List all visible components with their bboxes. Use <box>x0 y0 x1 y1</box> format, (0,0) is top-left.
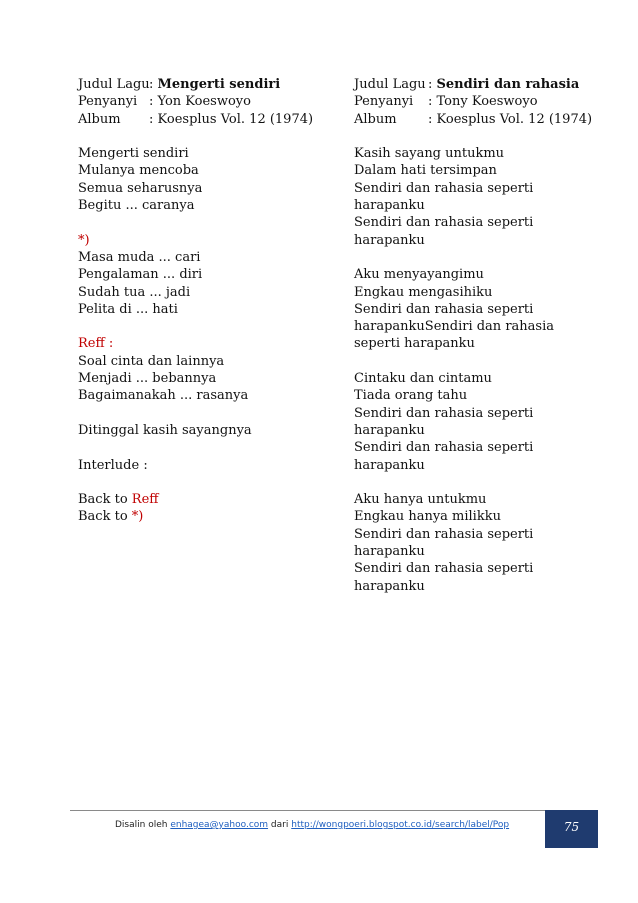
lyric-line: Pengalaman ... diri <box>78 267 203 283</box>
lyric-line: Tiada orang tahu <box>354 388 468 404</box>
lyric-line: Aku menyayangimu <box>354 267 484 283</box>
footer-credit <box>115 820 509 830</box>
lyric-line: Semua seharusnya <box>78 180 203 196</box>
lyric-line: Dalam hati tersimpan <box>354 163 497 179</box>
lyric-line: seperti harapanku <box>354 336 475 352</box>
footer-prefix: Disalin oleh <box>115 820 168 830</box>
lyric-line: Sendiri dan rahasia seperti <box>354 526 534 542</box>
lyric-line: Aku hanya untukmu <box>354 492 487 508</box>
meta-label: Judul Lagu <box>78 77 150 92</box>
song-title: Mengerti sendiri <box>157 77 281 92</box>
lyric-line: Engkau hanya milikku <box>354 509 501 525</box>
meta-label: Penyanyi <box>354 94 414 110</box>
lyric-line: Sendiri dan rahasia seperti <box>354 405 534 421</box>
lyric-line: harapanku <box>354 578 425 594</box>
lyric-line: Cintaku dan cintamu <box>354 371 492 387</box>
lyric-line: Sendiri dan rahasia seperti <box>354 180 534 196</box>
back-marker-label: *) <box>131 509 144 525</box>
footer-middle: dari <box>270 820 289 830</box>
lyric-line: Sendiri dan rahasia seperti <box>354 561 534 577</box>
lyric-line: Bagaimanakah ... rasanya <box>78 388 249 404</box>
left-song <box>78 76 333 526</box>
meta-label: Album <box>354 111 397 127</box>
lyric-line: Sendiri dan rahasia seperti <box>354 215 534 231</box>
song-title: Sendiri dan rahasia <box>436 77 580 92</box>
album-row: Album : Koesplus Vol. 12 (1974) <box>354 111 593 127</box>
right-song <box>354 76 604 595</box>
lyric-line: Kasih sayang untukmu <box>354 146 505 162</box>
meta-label: Penyanyi <box>78 94 138 110</box>
lyric-line: Mengerti sendiri <box>78 146 189 162</box>
lyric-line: Ditinggal kasih sayangnya <box>78 422 252 438</box>
meta-label: Album <box>78 111 121 127</box>
lyric-line: Begitu ... caranya <box>78 198 195 214</box>
back-to-marker <box>78 508 333 525</box>
footer-url-link[interactable]: http://wongpoeri.blogspot.co.id/search/label/Pop <box>291 820 510 830</box>
back-to-text: Back to <box>78 509 128 525</box>
page-number: 75 <box>563 820 580 834</box>
interlude-label: Interlude : <box>78 457 148 473</box>
lyric-line: harapanku <box>354 232 425 248</box>
footer-divider <box>70 810 545 811</box>
singer-name: Yon Koeswoyo <box>157 94 251 110</box>
lyric-line: harapankuSendiri dan rahasia <box>354 319 554 335</box>
reff-label: Reff : <box>78 336 114 352</box>
back-to-text: Back to <box>78 492 128 508</box>
back-reff-label: Reff <box>131 492 159 508</box>
album-row: Album : Koesplus Vol. 12 (1974) <box>78 111 314 127</box>
lyric-line: Masa muda ... cari <box>78 249 201 265</box>
lyric-line: Menjadi ... bebannya <box>78 371 217 387</box>
lyric-line: harapanku <box>354 198 425 214</box>
album-name: Koesplus Vol. 12 (1974) <box>157 111 314 127</box>
lyric-line: harapanku <box>354 457 425 473</box>
back-to-reff <box>78 491 333 508</box>
singer-name: Tony Koeswoyo <box>436 94 538 110</box>
lyric-line: Sudah tua ... jadi <box>78 284 191 300</box>
song-title-row: Judul Lagu: Mengerti sendiri <box>78 77 281 92</box>
song-title-row: Judul Lagu : Sendiri dan rahasia <box>354 77 580 92</box>
meta-label: Judul Lagu <box>354 77 426 92</box>
lyric-line: harapanku <box>354 544 425 560</box>
lyric-line: Pelita di ... hati <box>78 301 178 317</box>
footer-email-link[interactable]: enhagea@yahoo.com <box>170 820 269 830</box>
singer-row: Penyanyi : Tony Koeswoyo <box>354 94 538 110</box>
lyric-line: Sendiri dan rahasia seperti <box>354 440 534 456</box>
page-number-box <box>545 810 598 848</box>
lyric-line: Mulanya mencoba <box>78 163 199 179</box>
lyric-line: Sendiri dan rahasia seperti <box>354 301 534 317</box>
lyric-line: harapanku <box>354 422 425 438</box>
album-name: Koesplus Vol. 12 (1974) <box>436 111 593 127</box>
singer-row: Penyanyi : Yon Koeswoyo <box>78 94 251 110</box>
lyric-line: Engkau mengasihiku <box>354 284 493 300</box>
lyric-line: Soal cinta dan lainnya <box>78 353 225 369</box>
chorus-marker: *) <box>78 232 90 248</box>
